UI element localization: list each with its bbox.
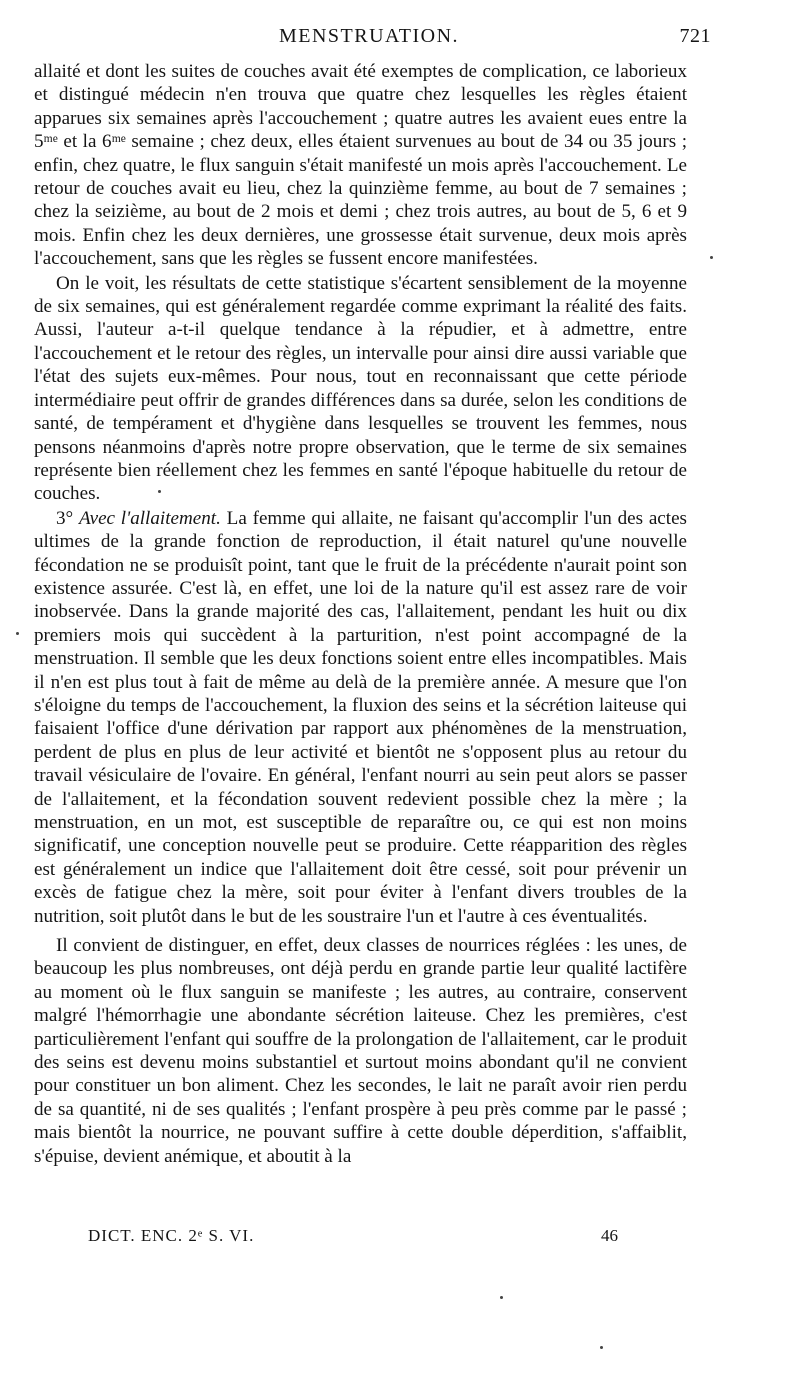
paragraph-3-heading: Avec l'allaitement. [78, 507, 221, 529]
page-footer [88, 1226, 618, 1252]
paragraph-4: Il convient de distinguer, en effet, deux classes de nourrices réglées : les unes, de beaucoup les plus nombreuses, ont déjà perdu en grande partie leur qualité lactifère au moment où le flux sanguin se manifeste ; les autres, au contraire, conservent malgré l'hémorrhagie une abondante sécrétion laiteuse. Chez les premières, c'est particulièrement l'enfant qui souffre de la prolongation de l'allaitement, car le produit des seins est devenu moins substantiel et surtout moins abondant qu'il ne convient pour constituer un bon aliment. Chez les secondes, le lait ne paraît avoir rien perdu de sa quantité, ni de ses qualités ; l'enfant prospère à peu près comme par le passé ; mais bientôt la nourrice, ne pouvant suffire à cette double déperdition, s'affaiblit, s'épuise, devient anémique, et aboutit à la [34, 935, 687, 1167]
print-speck [710, 256, 713, 259]
page-number: 721 [679, 25, 711, 47]
print-speck [158, 490, 161, 493]
sheet-number: 46 [601, 1226, 618, 1245]
print-speck [16, 632, 19, 635]
paragraph-3 [34, 507, 687, 928]
running-title: MENSTRUATION. [278, 25, 460, 47]
print-speck [600, 1346, 603, 1349]
paragraph-2: On le voit, les résultats de cette statistique s'écartent sensiblement de la moyenne de six semaines, qui est généralement regardée comme exprimant la réalité des faits. Aussi, l'auteur a-t-il quelque tendance à la répudier, et à admettre, entre l'accouchement et le retour des règles, un intervalle pour ainsi dire aussi variable que l'état des sujets eux-mêmes. Pour nous, tout en reconnaissant que cette période intermédiaire peut offrir de grandes différences dans sa durée, selon les conditions de santé, de tempérament et d'hygiène dans lesquelles se trouvent les femmes, nous pensons néanmoins d'après notre propre observation, que le terme de six semaines représente bien réellement chez les femmes en santé l'époque habituelle du retour de couches. [34, 272, 687, 505]
printer-signature: DICT. ENC. 2ᵉ S. VI. [88, 1226, 255, 1245]
print-speck [500, 1296, 503, 1299]
running-header [34, 25, 711, 55]
paragraph-3-number: 3° [56, 507, 79, 529]
paragraph-1: allaité et dont les suites de couches avait été exemptes de complication, ce laborieux et distingué médecin n'en trouva que quatre chez lesquelles les règles étaient apparues six semaines après l'accouchement ; quatre autres les avaient eues entre la 5ᵐᵉ et la 6ᵐᵉ semaine ; chez deux, elles étaient survenues au bout de 34 ou 35 jours ; enfin, chez quatre, le flux sanguin s'était manifesté un mois après l'accouchement. Le retour de couches avait eu lieu, chez la quinzième femme, au bout de 7 semaines ; chez la seizième, au bout de 2 mois et demi ; chez trois autres, au bout de 5, 6 et 9 mois. Enfin chez les deux dernières, une grossesse était survenue, deux mois après l'accouchement, sans que les règles se fussent encore manifestées. [34, 61, 687, 270]
paragraph-3-body: La femme qui allaite, ne faisant qu'accomplir l'un des actes ultimes de la grande fonction de reproduction, il était naturel qu'une nouvelle fécondation ne se produisît point, tant que le fruit de la précédente n'aurait point son existence assurée. C'est là, en effet, une loi de la nature qu'il est assez rare de voir inobservée. Dans la grande majorité des cas, l'allaitement, pendant les huit ou dix premiers mois qui succèdent à la parturition, n'est point accompagné de la menstruation. Il semble que les deux fonctions soient entre elles incompatibles. Mais il n'en est plus tout à fait de même au delà de la première année. A mesure que l'on s'éloigne du temps de l'accouchement, la fluxion des seins et la sécrétion laiteuse qui faisaient l'office d'une dérivation par rapport aux phénomènes de la menstruation, perdent de plus en plus de leur activité et bientôt ne s'opposent plus au retour du travail vésiculaire de l'ovaire. En général, l'enfant nourri au sein peut alors se passer de l'allaitement, et la fécondation souvent redevient possible chez la mère ; la menstruation, en un mot, est susceptible de reparaître ou, ce qui est non moins significatif, une conception nouvelle peut se produire. Cette réapparition des règles est généralement un indice que l'allaitement doit être cessé, soit pour prévenir un excès de fatigue chez la mère, soit pour éviter à l'enfant divers troubles de la nutrition, soit plutôt dans le but de les soustraire l'un et l'autre à ces éventualités. [34, 507, 687, 927]
body-text [34, 60, 687, 1168]
